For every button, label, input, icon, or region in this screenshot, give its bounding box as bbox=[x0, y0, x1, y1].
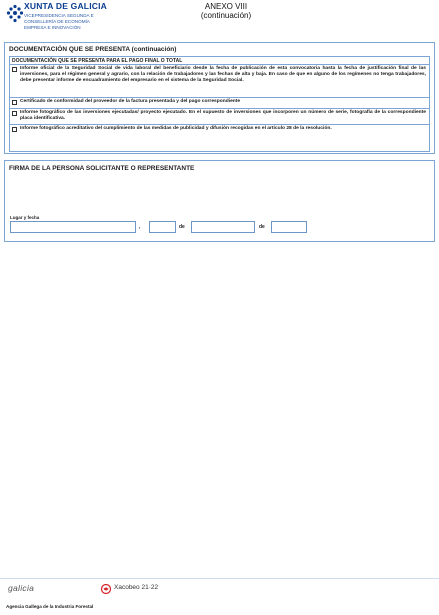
documentation-section bbox=[4, 42, 435, 154]
org-subtitle-line-1: VICEPRESIDENCIA SEGUNDA E bbox=[24, 13, 94, 18]
doc-item-conformity bbox=[10, 97, 429, 108]
doc-item-text: Certificado de conformidad del proveedor de la factura presentada y del pago correspondiente bbox=[20, 99, 241, 104]
galicia-logo: galicia bbox=[8, 583, 35, 593]
xacobeo-logo-icon bbox=[101, 584, 111, 594]
day-field[interactable] bbox=[149, 221, 176, 233]
place-date-label: Lugar y fecha bbox=[10, 215, 40, 220]
doc-item-photo-publicity bbox=[10, 124, 429, 135]
footer-divider bbox=[0, 578, 439, 579]
annex-title-main: ANEXO VIII bbox=[204, 2, 248, 11]
doc-item-text: Informe oficial de la Seguridad Social de vida laboral del beneficiario desde la fecha de publicación de esta convocatoria hasta la fecha de justificación final de las inversiones, para el régimen general y agrario, con la relación de trabajadores y las fechas de alta y baja. En caso de que en alguno de los regímenes no tenga trabajadores, debe presentar informe de encuadramiento del empresario en el sistema de la Seguridad Social. bbox=[20, 66, 426, 83]
doc-item-photo-investments bbox=[10, 108, 429, 124]
doc-checkbox-photo-publicity[interactable] bbox=[12, 127, 17, 132]
documentation-subheader: DOCUMENTACIÓN QUE SE PRESENTA PARA EL PAGO FINAL O TOTAL bbox=[10, 57, 429, 65]
signature-section bbox=[4, 160, 435, 242]
place-field[interactable] bbox=[10, 221, 136, 233]
annex-title bbox=[170, 2, 282, 20]
doc-checkbox-social-security[interactable] bbox=[12, 67, 17, 72]
de-separator-2: de bbox=[259, 224, 265, 230]
signature-title: FIRMA DE LA PERSONA SOLICITANTE O REPRESENTANTE bbox=[9, 165, 195, 172]
doc-item-social-security bbox=[10, 65, 429, 97]
doc-checkbox-conformity[interactable] bbox=[12, 100, 17, 105]
xacobeo-logo-text: Xacobeo 21·22 bbox=[114, 584, 159, 591]
year-field[interactable] bbox=[271, 221, 307, 233]
de-separator-1: de bbox=[179, 224, 185, 230]
doc-item-text: Informe fotográfico acreditativo del cumplimiento de las medidas de publicidad y difusión recogidas en el artículo 28 de la resolución. bbox=[20, 126, 332, 131]
org-subtitle-line-2: CONSELLERÍA DE ECONOMÍA bbox=[24, 19, 90, 24]
annex-title-sub: (continuación) bbox=[200, 11, 252, 20]
doc-item-text: Informe fotográfico de las inversiones ejecutadas/ proyecto ejecutado. En el supuesto de inversiones que incorporen un número de serie, fotografía de la correspondiente placa identificativa. bbox=[20, 110, 426, 121]
documentation-table bbox=[9, 56, 430, 152]
xunta-logo-icon bbox=[6, 4, 24, 24]
org-name: XUNTA DE GALICIA bbox=[24, 1, 108, 11]
documentation-title: DOCUMENTACIÓN QUE SE PRESENTA (continuación) bbox=[9, 46, 177, 53]
month-field[interactable] bbox=[191, 221, 255, 233]
comma-separator: , bbox=[139, 224, 141, 230]
agency-name: Agencia Gallega de la Industria Forestal bbox=[6, 604, 94, 609]
doc-checkbox-photo-investments[interactable] bbox=[12, 111, 17, 116]
org-subtitle-line-3: EMPRESA E INNOVACIÓN bbox=[24, 25, 81, 30]
org-subtitle bbox=[24, 13, 124, 31]
